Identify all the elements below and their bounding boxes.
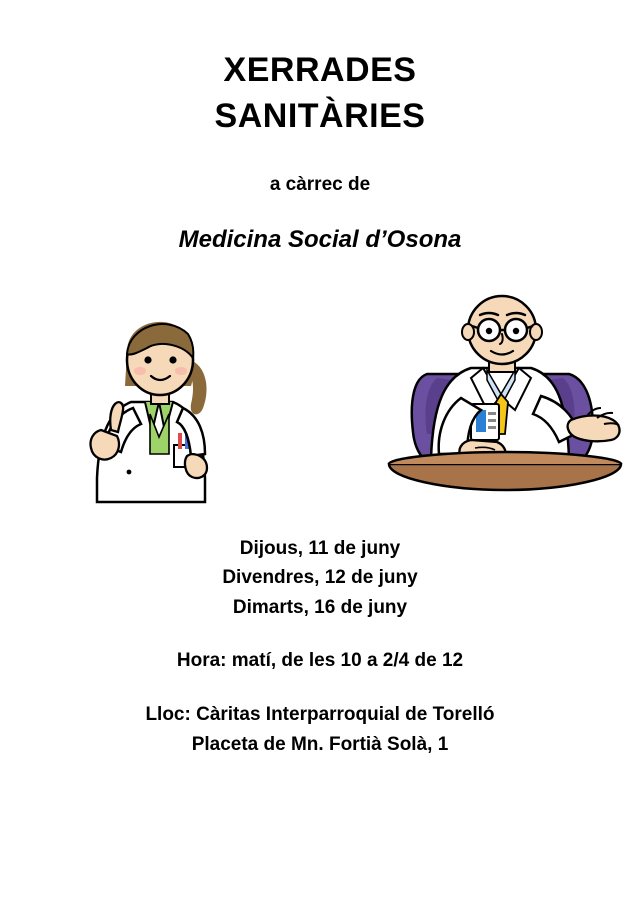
dates-block bbox=[0, 534, 640, 622]
male-doctor-illustration bbox=[375, 282, 635, 507]
place-line-2: Placeta de Mn. Fortià Solà, 1 bbox=[191, 733, 449, 755]
page-title-line-1: XERRADES bbox=[223, 51, 417, 89]
place-line-1: Lloc: Càritas Interparroquial de Torelló bbox=[145, 704, 495, 726]
date-line-2: Divendres, 12 de juny bbox=[222, 567, 418, 589]
date-line-1: Dijous, 11 de juny bbox=[239, 537, 401, 559]
date-line-3: Dimarts, 16 de juny bbox=[232, 596, 408, 618]
subtitle: a càrrec de bbox=[269, 173, 371, 195]
female-doctor-illustration bbox=[55, 282, 285, 507]
organization-name: Medicina Social d’Osona bbox=[178, 225, 462, 253]
illustrations bbox=[0, 282, 640, 512]
place-block bbox=[0, 700, 640, 759]
title-block bbox=[0, 0, 640, 140]
page-title-line-2: SANITÀRIES bbox=[214, 96, 426, 135]
time-info: Hora: matí, de les 10 a 2/4 de 12 bbox=[176, 650, 464, 672]
